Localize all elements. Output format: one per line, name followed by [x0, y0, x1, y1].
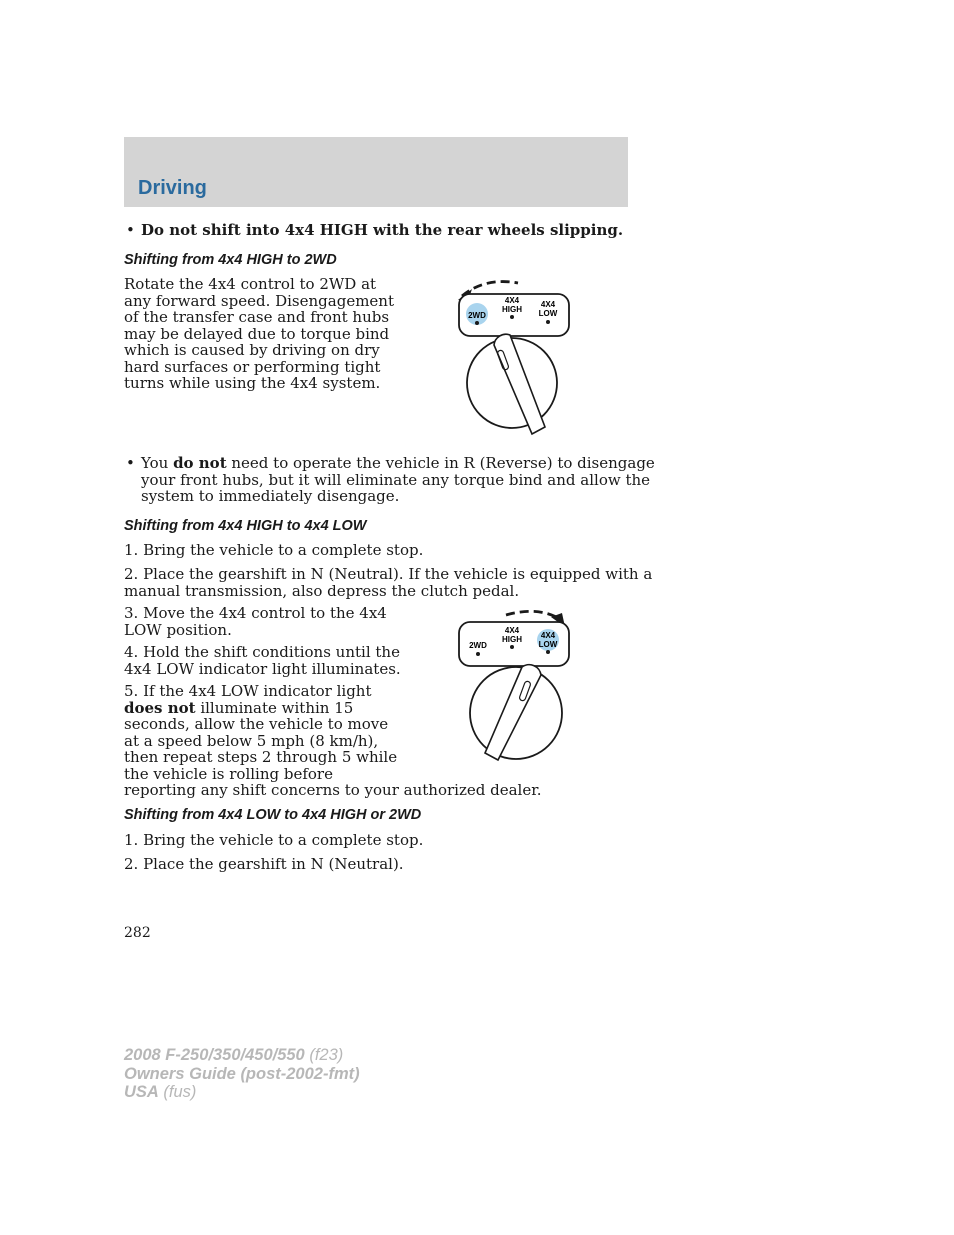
position-dot	[476, 652, 480, 656]
rotate-arrow-path	[506, 611, 560, 619]
text-line: your front hubs, but it will eliminate any torque bind and allow the	[141, 470, 651, 489]
text-line: 4x4 LOW indicator light illuminates.	[124, 659, 401, 678]
position-label-4x4: 4X4	[504, 296, 520, 305]
step-3	[124, 605, 387, 638]
emphasis-text: does not	[124, 698, 196, 717]
text-line: 5. If the 4x4 LOW indicator light	[124, 682, 372, 700]
page-number: 282	[124, 925, 151, 941]
text-span: (f23)	[304, 1046, 344, 1064]
position-label-4x4: 4X4	[504, 626, 520, 635]
text-span: USA	[124, 1083, 159, 1101]
text-span: You	[141, 454, 174, 472]
text-span: 2008 F-250/350/450/550	[124, 1046, 305, 1064]
section-heading: Shifting from 4x4 HIGH to 2WD	[124, 252, 337, 268]
step-1: 1. Bring the vehicle to a complete stop.	[124, 831, 424, 849]
footer-line	[124, 1083, 360, 1102]
footer-line: Owners Guide (post-2002-fmt)	[124, 1064, 360, 1083]
4x4-control-low-illustration	[450, 605, 580, 763]
position-label-low: LOW	[538, 640, 558, 649]
section-header-band	[124, 137, 628, 207]
step-1: 1. Bring the vehicle to a complete stop.	[124, 541, 424, 559]
text-line: the vehicle is rolling before	[124, 764, 333, 783]
text-line: 3. Move the 4x4 control to the 4x4	[124, 604, 387, 622]
position-label-2wd: 2WD	[468, 311, 486, 320]
position-label-4x4: 4X4	[540, 631, 556, 640]
text-span: illuminate within 15	[195, 698, 354, 717]
bullet-dot: •	[126, 454, 135, 472]
position-dot	[475, 321, 479, 325]
text-line: turns while using the 4x4 system.	[124, 374, 381, 392]
text-line: any forward speed. Disengagement	[124, 291, 394, 310]
section-heading: Shifting from 4x4 LOW to 4x4 HIGH or 2WD	[124, 807, 422, 823]
footer-line	[124, 1046, 360, 1065]
text-line: system to immediately disengage.	[141, 487, 400, 505]
text-line: at a speed below 5 mph (8 km/h),	[124, 731, 379, 750]
bullet-dot: •	[126, 221, 135, 239]
text-line: Rotate the 4x4 control to 2WD at	[124, 275, 377, 293]
emphasis-text: do not	[173, 454, 227, 472]
position-dot	[546, 650, 550, 654]
text-line: reporting any shift concerns to your authorized dealer.	[124, 781, 542, 799]
position-label-high: HIGH	[502, 635, 522, 644]
step-2: 2. Place the gearshift in N (Neutral).	[124, 855, 404, 873]
position-label-low: LOW	[538, 309, 558, 318]
text-line: hard surfaces or performing tight	[124, 357, 381, 376]
text-line: manual transmission, also depress the clutch pedal.	[124, 581, 520, 600]
text-line: which is caused by driving on dry	[124, 341, 380, 359]
bullet-text	[141, 455, 655, 505]
text-line: 4. Hold the shift conditions until the	[124, 643, 400, 661]
section-heading: Shifting from 4x4 HIGH to 4x4 LOW	[124, 518, 367, 534]
4x4-control-2wd-illustration	[450, 275, 580, 437]
step-4	[124, 644, 401, 677]
position-dot	[510, 315, 514, 319]
text-span: (fus)	[158, 1083, 197, 1101]
text-line: seconds, allow the vehicle to move	[124, 715, 389, 733]
position-label-2wd: 2WD	[469, 641, 487, 650]
text-line: 2. Place the gearshift in N (Neutral). If the vehicle is equipped with a	[124, 565, 653, 583]
document-footer	[124, 1046, 360, 1102]
position-dot	[510, 645, 514, 649]
text-line: LOW position.	[124, 620, 232, 639]
step-2	[124, 566, 652, 599]
text-line: may be delayed due to torque bind	[124, 324, 390, 343]
text-span: need to operate the vehicle in R (Reverse) to disengage	[226, 454, 655, 472]
text-line	[141, 455, 655, 472]
bullet-text: Do not shift into 4x4 HIGH with the rear wheels slipping.	[141, 221, 624, 239]
position-dot	[546, 320, 550, 324]
text-line: of the transfer case and front hubs	[124, 308, 390, 326]
position-label-4x4: 4X4	[540, 300, 556, 309]
section-title: Driving	[138, 177, 207, 199]
text-line: then repeat steps 2 through 5 while	[124, 748, 398, 766]
position-label-high: HIGH	[502, 305, 522, 314]
section1-paragraph	[124, 276, 394, 392]
